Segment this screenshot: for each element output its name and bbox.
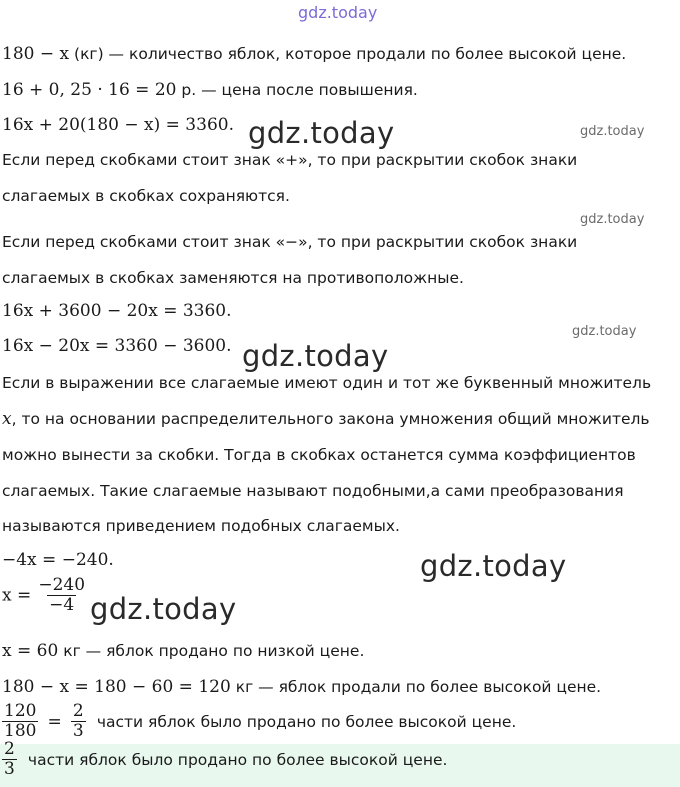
- rule-like-terms-line-5: называются приведением подобных слагаемых.: [2, 517, 400, 535]
- math-variable: x: [2, 409, 12, 429]
- rule-plus-line-1: Если перед скобками стоит знак «+», то при раскрытии скобок знаки: [2, 151, 578, 169]
- fraction-denominator: 3: [4, 759, 15, 779]
- math-expression: x = 60: [2, 641, 59, 661]
- watermark-small: gdz.today: [580, 124, 645, 139]
- rule-like-terms-line-4: слагаемых. Такие слагаемые называют подобными,а сами преобразования: [2, 482, 624, 500]
- equation-line: 16x − 20x = 3360 − 3600.: [2, 336, 232, 356]
- line-text: части яблок было продано по более высокой цене.: [96, 712, 517, 731]
- line-text: , то на основании распределительного закона умножения общий множитель: [11, 410, 650, 428]
- fraction-statement: [2, 702, 516, 741]
- watermark-big: gdz.today: [242, 339, 389, 373]
- fraction-numerator: 2: [4, 739, 15, 759]
- watermark-big: gdz.today: [420, 549, 567, 583]
- fraction-denominator: 180: [4, 721, 37, 741]
- fraction: [36, 576, 87, 615]
- fraction-equation: [2, 576, 87, 615]
- rule-minus-line-1: Если перед скобками стоит знак «−», то при раскрытии скобок знаки: [2, 233, 578, 251]
- fraction-denominator: 3: [72, 721, 84, 741]
- fraction-denominator: −4: [49, 595, 75, 615]
- fraction: [71, 702, 86, 741]
- fraction-numerator: 2: [72, 701, 84, 721]
- solution-line-9: [2, 676, 601, 698]
- fraction: [2, 702, 38, 741]
- solution-line-2: [2, 79, 418, 101]
- answer-fraction: [2, 740, 17, 779]
- equation-line: −4x = −240.: [2, 550, 114, 570]
- watermark-small: gdz.today: [580, 212, 645, 227]
- answer-text: части яблок было продано по более высокой цене.: [27, 750, 448, 769]
- solution-line-1: [2, 43, 626, 65]
- answer-line: [2, 740, 447, 779]
- fraction-lhs: x =: [2, 585, 32, 606]
- rule-like-terms-line-1: Если в выражении все слагаемые имеют один и тот же буквенный множитель: [2, 374, 652, 392]
- line-text: кг — яблок продали по более высокой цене.: [230, 678, 602, 696]
- solution-line-8: [2, 640, 364, 662]
- rule-minus-line-2: слагаемых в скобках заменяются на противоположные.: [2, 269, 464, 287]
- rule-plus-line-2: слагаемых в скобках сохраняются.: [2, 187, 290, 205]
- equals-sign: =: [47, 711, 62, 732]
- fraction-numerator: −240: [38, 575, 86, 595]
- rule-like-terms-line-3: можно вынести за скобки. Тогда в скобках останется сумма коэффициентов: [2, 446, 636, 464]
- rule-like-terms-line-2: [2, 408, 650, 430]
- answer-box: [0, 739, 680, 787]
- line-text: (кг) — количество яблок, которое продали по более высокой цене.: [69, 45, 627, 63]
- math-expression: 180 − x: [2, 44, 70, 64]
- fraction-numerator: 120: [4, 701, 37, 721]
- equation-line: 16x + 20(180 − x) = 3360.: [2, 115, 234, 135]
- watermark-small: gdz.today: [572, 324, 637, 339]
- line-text: кг — яблок продано по низкой цене.: [58, 642, 365, 660]
- watermark-big: gdz.today: [248, 116, 395, 150]
- math-expression: 180 − x = 180 − 60 = 120: [2, 677, 231, 697]
- watermark-top: gdz.today: [298, 3, 378, 22]
- math-expression: 16 + 0, 25 · 16 = 20: [2, 80, 177, 100]
- line-text: р. — цена после повышения.: [176, 81, 418, 99]
- equation-line: 16x + 3600 − 20x = 3360.: [2, 301, 232, 321]
- watermark-big: gdz.today: [90, 592, 237, 626]
